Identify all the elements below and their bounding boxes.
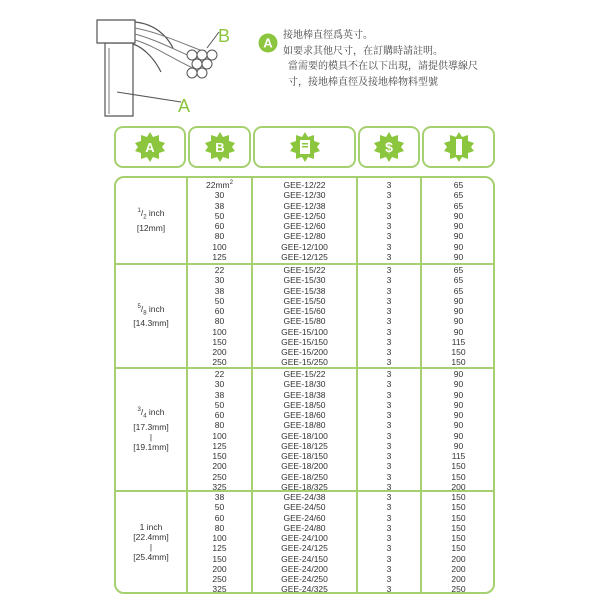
cell-b: 125 bbox=[212, 543, 227, 554]
cell-c: GEE-18/200 bbox=[281, 461, 328, 472]
cell-b: 30 bbox=[214, 379, 225, 390]
cell-c: GEE-15/38 bbox=[283, 285, 326, 296]
cell-e: 90 bbox=[453, 221, 464, 231]
cell-c: GEE-15/50 bbox=[283, 295, 326, 306]
table-row bbox=[0, 369, 600, 379]
cell-d: 3 bbox=[386, 306, 392, 316]
cell-d: 3 bbox=[386, 295, 392, 306]
cell-b: 30 bbox=[214, 190, 225, 201]
cell-b: 250 bbox=[212, 357, 227, 368]
cell-d: 3 bbox=[386, 336, 392, 347]
cell-e: 90 bbox=[453, 430, 464, 441]
cell-b: 100 bbox=[212, 533, 227, 543]
table-row bbox=[0, 347, 600, 357]
cell-e: 65 bbox=[453, 285, 464, 296]
cell-d: 3 bbox=[386, 275, 392, 286]
table-row bbox=[0, 533, 600, 543]
cell-c: GEE-15/60 bbox=[283, 306, 326, 316]
cell-d: 3 bbox=[386, 420, 392, 431]
cell-b: 50 bbox=[214, 295, 225, 306]
cell-e: 150 bbox=[451, 522, 466, 533]
cell-b: 125 bbox=[212, 440, 227, 451]
cell-d: 3 bbox=[386, 574, 392, 584]
cell-d: 3 bbox=[386, 522, 392, 533]
cell-b: 200 bbox=[212, 347, 227, 357]
cell-c: GEE-15/250 bbox=[281, 357, 328, 368]
cell-b-superscript: 2 bbox=[229, 180, 233, 186]
table-row bbox=[0, 523, 600, 533]
cell-b: 325 bbox=[212, 481, 227, 492]
cell-e: 90 bbox=[453, 241, 464, 252]
header-col-e bbox=[422, 126, 495, 168]
cell-b: 125 bbox=[212, 251, 227, 262]
cell-c: GEE-18/250 bbox=[281, 471, 328, 482]
cell-b: 38 bbox=[214, 285, 225, 296]
cell-e: 90 bbox=[453, 295, 464, 306]
table-row bbox=[0, 242, 600, 252]
group-label-size: $^5/_8$ inch bbox=[137, 303, 165, 317]
cell-c: GEE-24/50 bbox=[283, 502, 326, 513]
cell-d: 3 bbox=[386, 210, 392, 221]
cell-b: 325 bbox=[212, 584, 227, 595]
cell-d: 3 bbox=[386, 326, 392, 337]
cell-e: 150 bbox=[451, 347, 466, 357]
table-row bbox=[0, 221, 600, 231]
fraction-numerator: 3 bbox=[137, 407, 141, 413]
fraction-denominator: 8 bbox=[143, 310, 147, 317]
cell-b: 60 bbox=[214, 512, 225, 523]
note-line-1: 接地棒直徑爲英寸。 bbox=[283, 30, 373, 41]
cell-b: 38 bbox=[214, 389, 225, 400]
cell-b: 60 bbox=[214, 306, 225, 316]
cell-b: 100 bbox=[212, 241, 227, 252]
group-label-mm-upper: [19.1mm] bbox=[133, 441, 169, 452]
cell-b: 50 bbox=[214, 210, 225, 221]
cell-c: GEE-24/100 bbox=[281, 533, 328, 543]
group-label bbox=[116, 407, 186, 452]
table-row bbox=[0, 584, 600, 594]
table-row bbox=[0, 451, 600, 461]
table-row bbox=[0, 554, 600, 564]
cell-c: GEE-12/100 bbox=[281, 241, 328, 252]
note-line-4: 寸，接地棒直徑及接地棒物料型號 bbox=[288, 76, 438, 88]
cell-e: 115 bbox=[451, 451, 466, 461]
cell-e: 90 bbox=[453, 410, 464, 420]
cell-d: 3 bbox=[386, 221, 392, 231]
cell-b: 150 bbox=[212, 336, 227, 347]
table-row bbox=[0, 190, 600, 200]
cell-c: GEE-24/250 bbox=[281, 574, 328, 584]
fraction-denominator: 4 bbox=[143, 413, 147, 420]
table-row bbox=[0, 431, 600, 441]
group-label bbox=[116, 208, 186, 233]
cell-d: 3 bbox=[386, 471, 392, 482]
table-row bbox=[0, 180, 600, 190]
cell-e: 90 bbox=[453, 369, 464, 379]
cell-e: 200 bbox=[451, 481, 466, 492]
table-row bbox=[0, 275, 600, 285]
table-row bbox=[0, 420, 600, 430]
group-label-mm: [12mm] bbox=[136, 222, 166, 233]
gear-b-icon bbox=[202, 131, 238, 163]
cell-b: 22 bbox=[214, 369, 225, 379]
cell-d: 3 bbox=[386, 451, 392, 461]
cell-b: 200 bbox=[212, 563, 227, 574]
cell-d: 3 bbox=[386, 563, 392, 574]
table-row bbox=[0, 482, 600, 492]
cell-c: GEE-18/125 bbox=[281, 440, 328, 451]
cell-b: 60 bbox=[214, 410, 225, 420]
cell-b: 80 bbox=[214, 522, 225, 533]
table-row bbox=[0, 357, 600, 367]
header-d-symbol: $ bbox=[385, 139, 393, 155]
cell-c: GEE-18/100 bbox=[281, 430, 328, 441]
group-label-size: 1 inch bbox=[139, 522, 163, 532]
cell-b: 50 bbox=[214, 502, 225, 513]
cell-d: 3 bbox=[386, 180, 392, 190]
table-row bbox=[0, 265, 600, 275]
group-label-mm: [22.4mm] bbox=[133, 532, 169, 542]
table-row bbox=[0, 252, 600, 262]
cell-c: GEE-24/200 bbox=[281, 563, 328, 574]
cell-b: 30 bbox=[214, 275, 225, 286]
cell-e: 90 bbox=[453, 326, 464, 337]
cell-e: 90 bbox=[453, 316, 464, 327]
cell-d: 3 bbox=[386, 461, 392, 472]
table-row bbox=[0, 502, 600, 512]
cell-c: GEE-15/200 bbox=[281, 347, 328, 357]
cell-c: GEE-12/22 bbox=[283, 180, 326, 190]
table-row bbox=[0, 410, 600, 420]
cell-c: GEE-24/150 bbox=[281, 553, 328, 564]
header-col-d bbox=[358, 126, 420, 168]
cell-d: 3 bbox=[386, 251, 392, 262]
table-row bbox=[0, 296, 600, 306]
cell-e: 150 bbox=[451, 543, 466, 554]
cell-d: 3 bbox=[386, 584, 392, 595]
cell-d: 3 bbox=[386, 347, 392, 357]
cell-b: 250 bbox=[212, 471, 227, 482]
cell-c: GEE-18/325 bbox=[281, 481, 328, 492]
callout-b-label: B bbox=[218, 26, 231, 46]
cell-d: 3 bbox=[386, 502, 392, 513]
cell-d: 3 bbox=[386, 533, 392, 543]
cell-e: 90 bbox=[453, 440, 464, 451]
gear-a-icon bbox=[132, 131, 168, 163]
callout-a-label: A bbox=[178, 96, 191, 116]
cell-e: 90 bbox=[453, 231, 464, 242]
cell-e: 150 bbox=[451, 471, 466, 482]
table-row bbox=[0, 492, 600, 502]
cell-b: 100 bbox=[212, 430, 227, 441]
cell-e: 150 bbox=[451, 502, 466, 513]
cell-e: 150 bbox=[451, 461, 466, 472]
fraction-numerator: 1 bbox=[137, 208, 141, 214]
cell-c: GEE-24/80 bbox=[283, 522, 326, 533]
fraction-denominator: 2 bbox=[143, 214, 147, 221]
group-label-mm-upper: [25.4mm] bbox=[133, 552, 169, 562]
cell-e: 200 bbox=[451, 553, 466, 564]
cell-c: GEE-24/60 bbox=[283, 512, 326, 523]
table-row bbox=[0, 327, 600, 337]
cell-e: 115 bbox=[451, 336, 466, 347]
cell-b: 150 bbox=[212, 553, 227, 564]
cell-e: 200 bbox=[451, 574, 466, 584]
cell-c: GEE-15/80 bbox=[283, 316, 326, 327]
cell-c: GEE-18/80 bbox=[283, 420, 326, 431]
table-row bbox=[0, 379, 600, 389]
group-label bbox=[116, 522, 186, 562]
table-row bbox=[0, 390, 600, 400]
table-row bbox=[0, 201, 600, 211]
cell-b: 100 bbox=[212, 326, 227, 337]
cell-d: 3 bbox=[386, 190, 392, 201]
cell-c: GEE-15/30 bbox=[283, 275, 326, 286]
cell-e: 90 bbox=[453, 306, 464, 316]
cell-e: 90 bbox=[453, 251, 464, 262]
cell-e: 150 bbox=[451, 533, 466, 543]
cell-b: 60 bbox=[214, 221, 225, 231]
cell-b: 80 bbox=[214, 420, 225, 431]
group-label-separator: | bbox=[149, 542, 153, 552]
cell-c: GEE-12/125 bbox=[281, 251, 328, 262]
cell-c: GEE-18/38 bbox=[283, 389, 326, 400]
cell-d: 3 bbox=[386, 410, 392, 420]
table-row bbox=[0, 286, 600, 296]
cell-c: GEE-15/150 bbox=[281, 336, 328, 347]
table-row bbox=[0, 303, 600, 316]
header-a-letter: A bbox=[145, 140, 155, 155]
cell-b: 22 bbox=[214, 265, 225, 275]
document-icon bbox=[287, 131, 323, 163]
cell-e: 90 bbox=[453, 389, 464, 400]
cell-b: $22mm^2$ bbox=[206, 180, 233, 190]
cell-d: 3 bbox=[386, 231, 392, 242]
header-col-b bbox=[188, 126, 251, 168]
table-row bbox=[0, 574, 600, 584]
cell-d: 3 bbox=[386, 440, 392, 451]
group-label-size: $^1/_2$ inch bbox=[137, 208, 165, 221]
cell-e: 200 bbox=[451, 563, 466, 574]
group-label-separator: | bbox=[149, 431, 153, 442]
table-row bbox=[0, 441, 600, 451]
cell-d: 3 bbox=[386, 543, 392, 554]
conductor-rod-illustration bbox=[95, 8, 255, 120]
cell-e: 90 bbox=[453, 420, 464, 431]
cell-c: GEE-12/50 bbox=[283, 210, 326, 221]
cell-b: 38 bbox=[214, 492, 225, 502]
cell-e: 150 bbox=[451, 357, 466, 368]
cell-d: 3 bbox=[386, 492, 392, 502]
table-row bbox=[0, 400, 600, 410]
cell-c: GEE-24/125 bbox=[281, 543, 328, 554]
cell-e: 65 bbox=[453, 200, 464, 211]
cell-c: GEE-12/80 bbox=[283, 231, 326, 242]
cell-d: 3 bbox=[386, 357, 392, 368]
header-col-c bbox=[253, 126, 356, 168]
cell-d: 3 bbox=[386, 316, 392, 327]
cell-c: GEE-15/22 bbox=[283, 369, 326, 379]
header-b-letter: B bbox=[214, 140, 225, 155]
cell-e: 65 bbox=[453, 180, 464, 190]
table-row bbox=[0, 513, 600, 523]
table-row bbox=[0, 543, 600, 553]
table-row bbox=[0, 231, 600, 241]
table-row bbox=[0, 211, 600, 221]
table-row bbox=[0, 316, 600, 329]
group-label-size: $^3/_4$ inch bbox=[137, 407, 165, 420]
cell-e: 90 bbox=[453, 399, 464, 410]
cell-e: 90 bbox=[453, 210, 464, 221]
cell-b: 250 bbox=[212, 574, 227, 584]
header-col-a bbox=[114, 126, 186, 168]
cell-b: 50 bbox=[214, 399, 225, 410]
cell-e: 250 bbox=[451, 584, 466, 595]
note-badge-icon bbox=[258, 33, 278, 53]
cell-d: 3 bbox=[386, 200, 392, 211]
cell-c: GEE-15/22 bbox=[283, 265, 326, 275]
cell-b: 38 bbox=[214, 200, 225, 211]
cell-c: GEE-15/100 bbox=[281, 326, 328, 337]
fraction-numerator: 5 bbox=[137, 303, 141, 310]
cell-b: 80 bbox=[214, 316, 225, 327]
cell-c: GEE-18/150 bbox=[281, 451, 328, 461]
note-badge-letter: A bbox=[263, 35, 273, 51]
cell-e: 65 bbox=[453, 265, 464, 275]
cell-d: 3 bbox=[386, 553, 392, 564]
cell-b: 80 bbox=[214, 231, 225, 242]
cell-b: 150 bbox=[212, 451, 227, 461]
gear-dollar-icon bbox=[371, 131, 407, 163]
cell-e: 65 bbox=[453, 190, 464, 201]
table-row bbox=[0, 337, 600, 347]
cell-b: 200 bbox=[212, 461, 227, 472]
cell-d: 3 bbox=[386, 369, 392, 379]
cell-c: GEE-12/38 bbox=[283, 200, 326, 211]
cell-d: 3 bbox=[386, 241, 392, 252]
cell-e: 150 bbox=[451, 512, 466, 523]
group-label-mm: [17.3mm] bbox=[133, 421, 169, 432]
cell-d: 3 bbox=[386, 265, 392, 275]
cell-d: 3 bbox=[386, 399, 392, 410]
cell-c: GEE-24/325 bbox=[281, 584, 328, 595]
cell-e: 150 bbox=[451, 492, 466, 502]
cell-e: 65 bbox=[453, 275, 464, 286]
bar-icon bbox=[441, 131, 477, 163]
table-row bbox=[0, 472, 600, 482]
cell-e: 90 bbox=[453, 379, 464, 390]
cell-c: GEE-18/30 bbox=[283, 379, 326, 390]
cell-d: 3 bbox=[386, 285, 392, 296]
cell-c: GEE-24/38 bbox=[283, 492, 326, 502]
cell-d: 3 bbox=[386, 389, 392, 400]
group-label bbox=[116, 304, 186, 329]
cell-c: GEE-12/30 bbox=[283, 190, 326, 201]
cell-c: GEE-12/60 bbox=[283, 221, 326, 231]
group-label-mm: [14.3mm] bbox=[133, 318, 169, 329]
note-text bbox=[283, 28, 523, 90]
table-row bbox=[0, 461, 600, 471]
cell-d: 3 bbox=[386, 512, 392, 523]
note-line-3: 當需要的模具不在以下出現，請提供導線尺 bbox=[288, 61, 478, 72]
cell-d: 3 bbox=[386, 481, 392, 492]
cell-c: GEE-18/60 bbox=[283, 410, 326, 420]
table-row bbox=[0, 564, 600, 574]
cell-d: 3 bbox=[386, 430, 392, 441]
cell-c: GEE-18/50 bbox=[283, 399, 326, 410]
cell-d: 3 bbox=[386, 379, 392, 390]
note-line-2: 如要求其他尺寸，在訂購時請註明。 bbox=[283, 45, 443, 57]
